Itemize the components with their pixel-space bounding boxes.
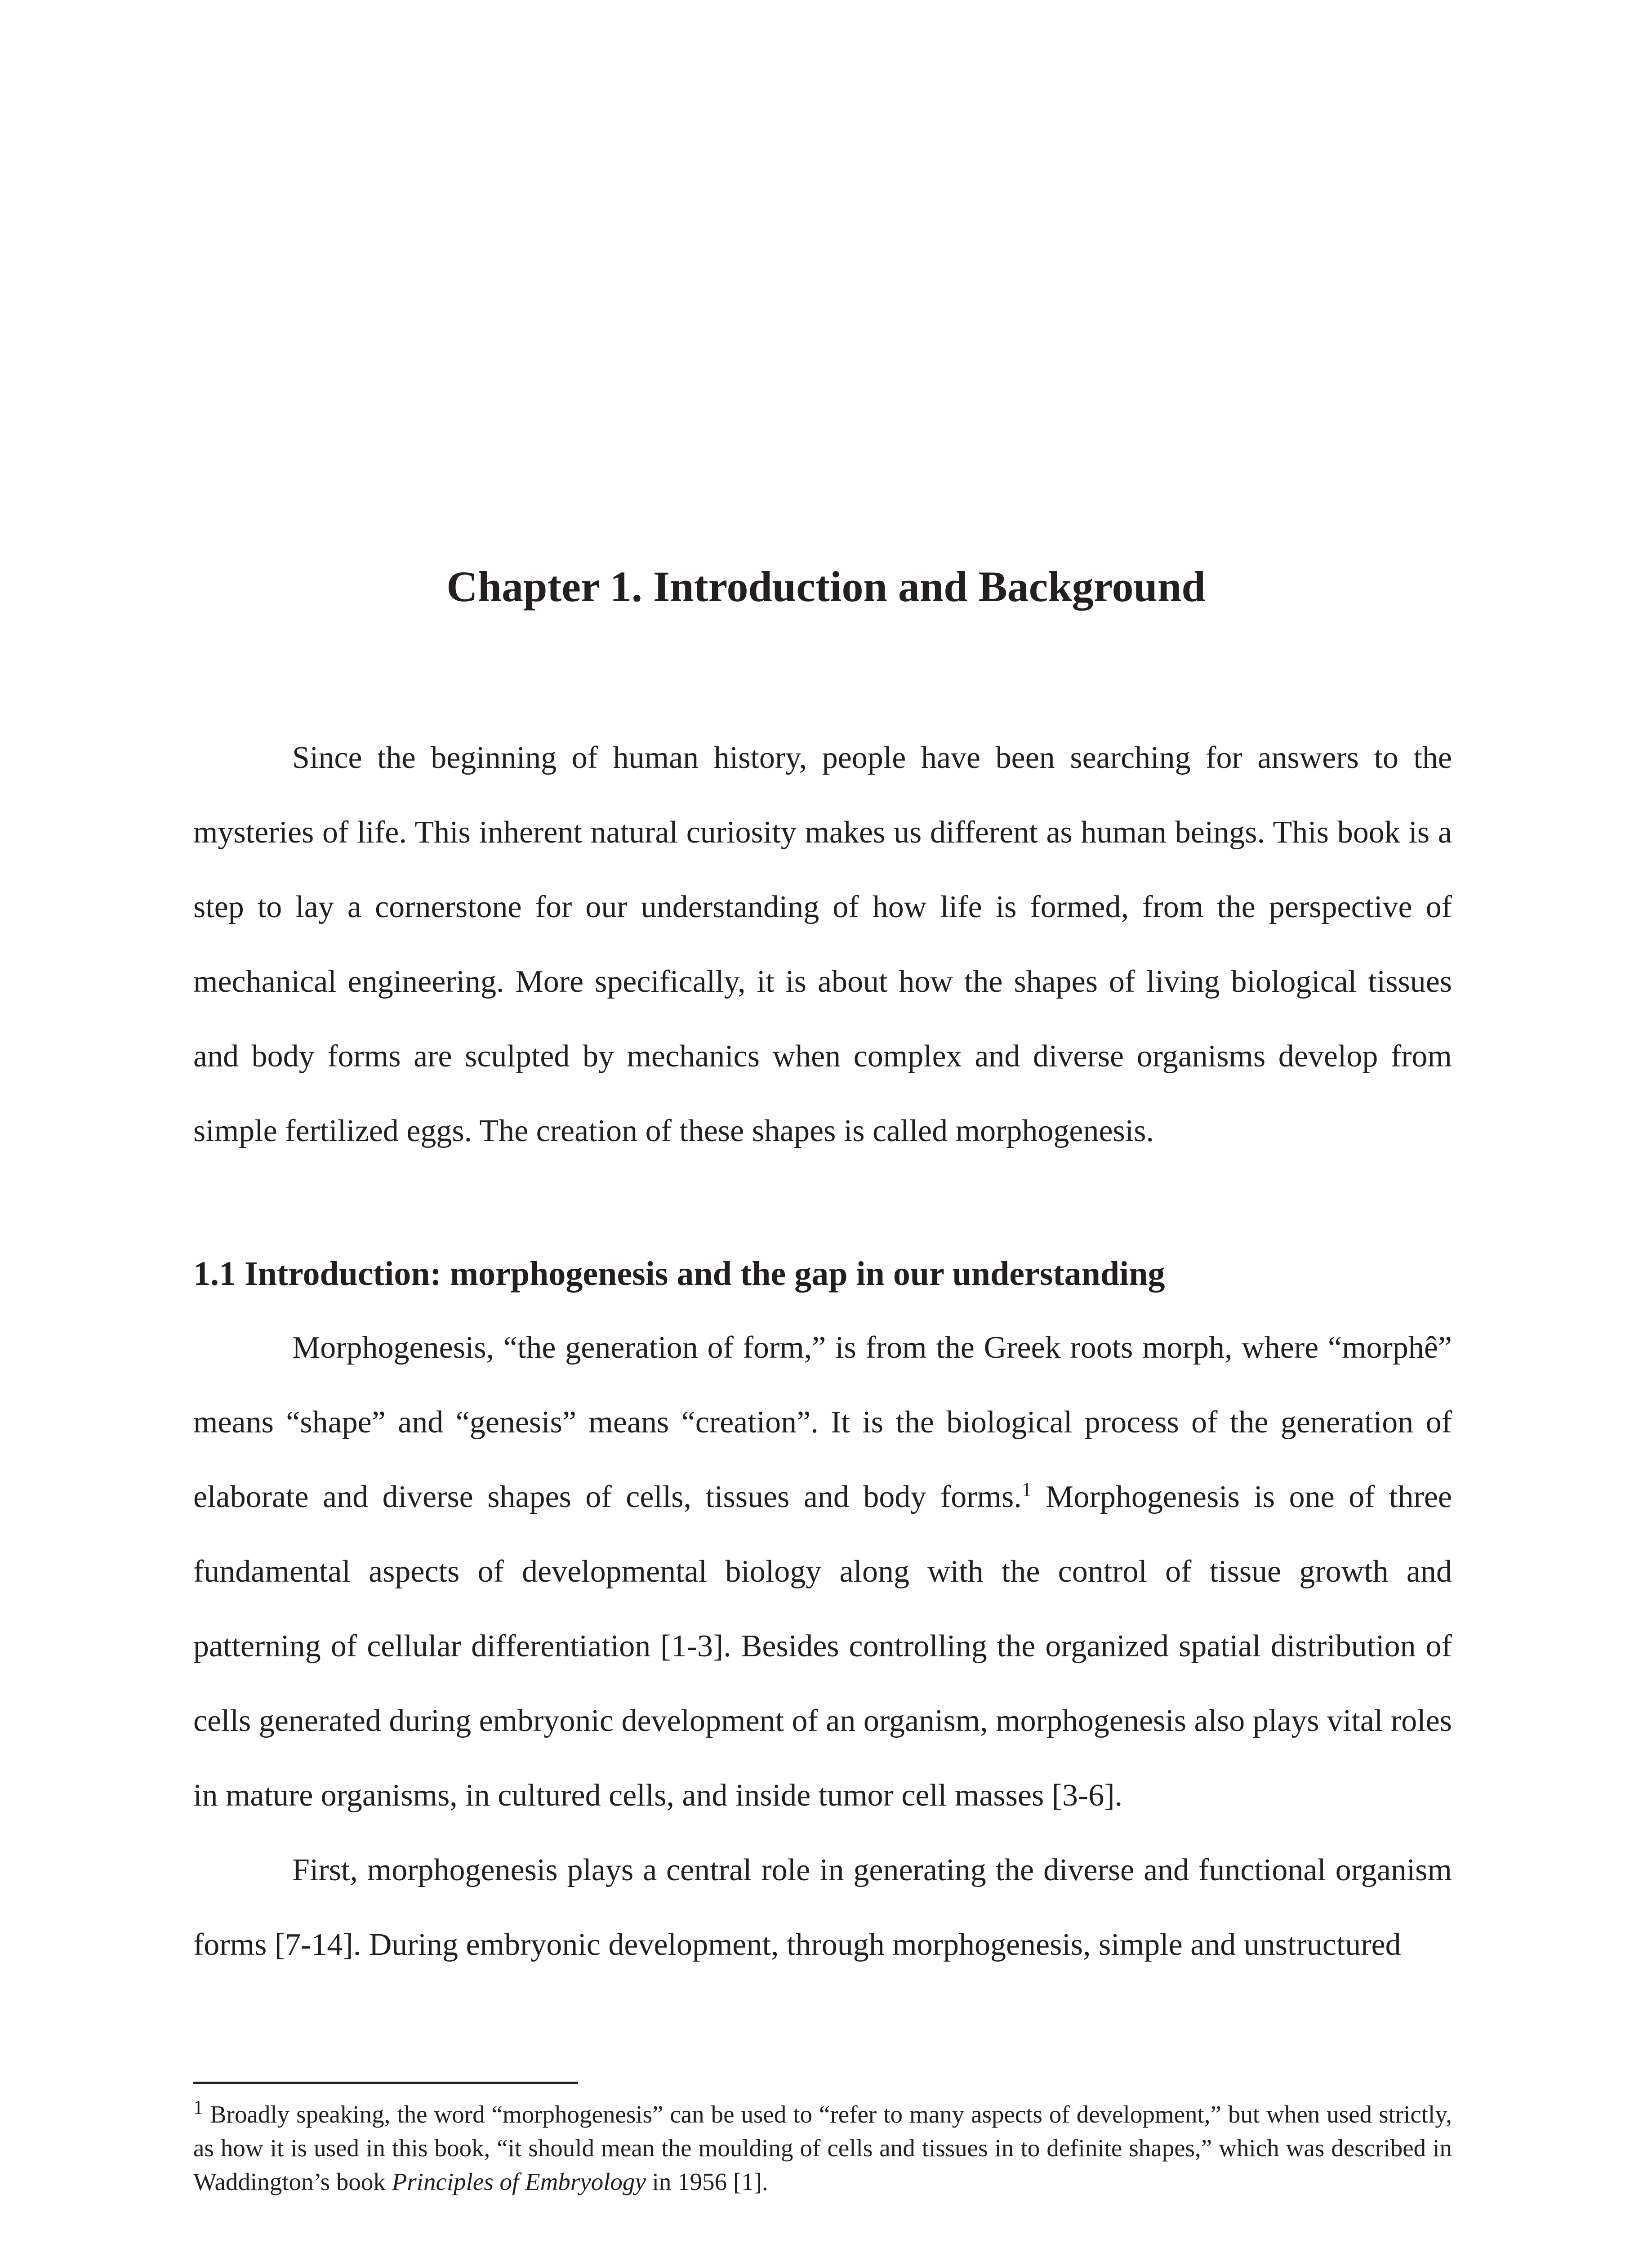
chapter-title: Chapter 1. Introduction and Background bbox=[446, 562, 1206, 611]
section-paragraph-1 bbox=[193, 1311, 1452, 1833]
section-paragraph-1-text-b: Morphogenesis is one of three fundamental aspects of developmental biology along with the control of tissue growth and patterning of cellular differentiation [1-3]. Besides controlling the organized spatial distribution of cells generated during embryonic development of an organism, morphogenesis also plays vital roles in mature organisms, in cultured cells, and inside tumor cell masses [3-6]. bbox=[193, 1480, 1452, 1813]
footnote-book-title: Principles of Embryology bbox=[392, 2168, 646, 2195]
footnote-text-b: in 1956 [1]. bbox=[646, 2168, 768, 2195]
footnote-separator bbox=[193, 2082, 578, 2084]
section-paragraph-2: First, morphogenesis plays a central role in generating the diverse and functional organism forms [7-14]. During embryonic development, through morphogenesis, simple and unstructured bbox=[193, 1853, 1452, 1962]
footnote-text-a: Broadly speaking, the word “morphogenesis” can be used to “refer to many aspects of development,” but when used strictly, as how it is used in this book, “it should mean the moulding of cells and tissues in to definite shapes,” which was described in Waddington’s book bbox=[193, 2101, 1452, 2195]
footnote bbox=[193, 2097, 1452, 2199]
section-paragraph-1-text-a: Morphogenesis, “the generation of form,” is from the Greek roots morph, where “morphê” means “shape” and “genesis” means “creation”. It is the biological process of the generation of elaborate and diverse shapes of cells, tissues and body forms. bbox=[193, 1330, 1452, 1514]
section-heading: 1.1 Introduction: morphogenesis and the gap in our understanding bbox=[193, 1255, 1165, 1293]
intro-section bbox=[193, 721, 1452, 1169]
section-body bbox=[193, 1311, 1452, 1982]
intro-paragraph: Since the beginning of human history, people have been searching for answers to the mysteries of life. This inherent natural curiosity makes us different as human beings. This book is a step to lay a cornerstone for our understanding of how life is formed, from the perspective of mechanical engineering. More specifically, it is about how the shapes of living biological tissues and body forms are sculpted by mechanics when complex and diverse organisms develop from simple fertilized eggs. The creation of these shapes is called morphogenesis. bbox=[193, 740, 1452, 1148]
footnote-mark: 1 bbox=[193, 2096, 203, 2119]
footnote-reference: 1 bbox=[1021, 1478, 1032, 1501]
